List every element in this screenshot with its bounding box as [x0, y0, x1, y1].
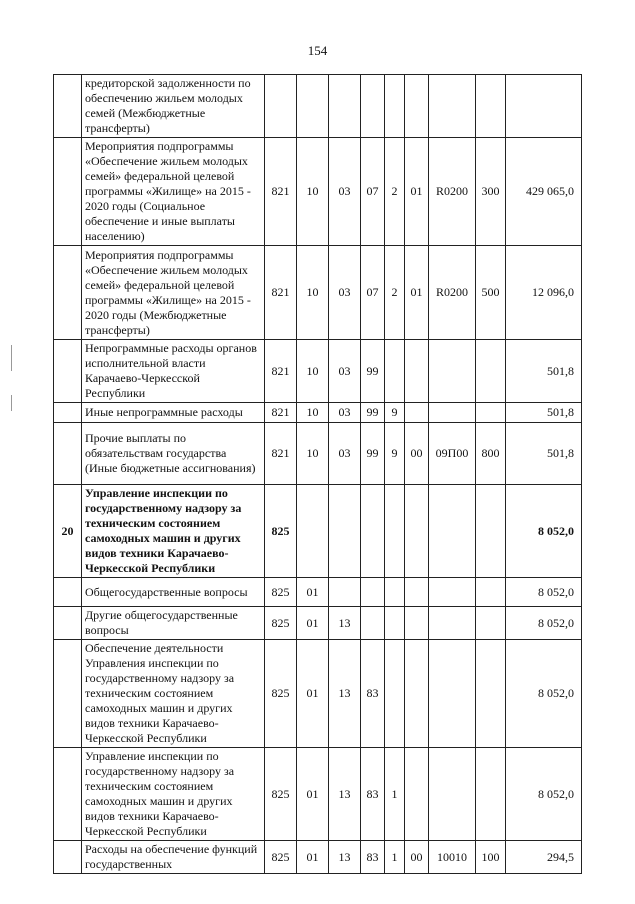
code-activity-cell: [405, 578, 429, 607]
code-subsection-cell: [329, 485, 361, 578]
code-section-cell: 10: [297, 246, 329, 340]
code-subsection-cell: 03: [329, 403, 361, 423]
code-section-cell: 10: [297, 138, 329, 246]
row-name-cell: Мероприятия подпрограммы «Обеспечение жильем молодых семей» федеральной целевой программы «Жилище» на 2015 - 2020 годы (Межбюджетные трансферты): [82, 246, 265, 340]
amount-cell: 501,8: [506, 403, 582, 423]
code-activity-cell: [405, 75, 429, 138]
amount-cell: 501,8: [506, 423, 582, 485]
amount-cell: 8 052,0: [506, 748, 582, 841]
row-name-cell: Иные непрограммные расходы: [82, 403, 265, 423]
code-activity-cell: [405, 748, 429, 841]
code-expense-type-cell: [476, 403, 506, 423]
row-name-cell: Прочие выплаты по обязательствам государства (Иные бюджетные ассигнования): [82, 423, 265, 485]
row-number-cell: [54, 748, 82, 841]
amount-cell: [506, 75, 582, 138]
code-expense-type-cell: [476, 748, 506, 841]
row-number-cell: [54, 340, 82, 403]
amount-cell: 501,8: [506, 340, 582, 403]
row-number-cell: 20: [54, 485, 82, 578]
row-number-cell: [54, 841, 82, 874]
code-ministry-cell: 825: [265, 748, 297, 841]
code-subsection-cell: 03: [329, 423, 361, 485]
row-number-cell: [54, 578, 82, 607]
table-row: [54, 640, 582, 748]
code-ministry-cell: 821: [265, 246, 297, 340]
row-name-cell: Расходы на обеспечение функций государственных: [82, 841, 265, 874]
code-ministry-cell: 821: [265, 138, 297, 246]
scan-edge-mark: [11, 395, 12, 411]
code-subprogram-cell: 1: [385, 841, 405, 874]
code-subsection-cell: 13: [329, 748, 361, 841]
code-section-cell: 01: [297, 841, 329, 874]
code-activity-cell: [405, 485, 429, 578]
code-subprogram-cell: 2: [385, 246, 405, 340]
code-ministry-cell: [265, 75, 297, 138]
code-activity-cell: [405, 340, 429, 403]
code-expense-type-cell: [476, 340, 506, 403]
table-row: [54, 138, 582, 246]
code-subsection-cell: 03: [329, 246, 361, 340]
table-row: [54, 485, 582, 578]
code-program-cell: 83: [361, 748, 385, 841]
table-row: [54, 607, 582, 640]
code-ministry-cell: 825: [265, 841, 297, 874]
code-program-cell: [361, 485, 385, 578]
code-ministry-cell: 821: [265, 423, 297, 485]
code-program-cell: 99: [361, 423, 385, 485]
code-subsection-cell: 03: [329, 138, 361, 246]
code-expense-type-cell: 300: [476, 138, 506, 246]
table-row: [54, 841, 582, 874]
table-row: [54, 246, 582, 340]
code-ministry-cell: 825: [265, 578, 297, 607]
code-section-cell: 01: [297, 640, 329, 748]
code-subsection-cell: [329, 75, 361, 138]
code-ministry-cell: 825: [265, 607, 297, 640]
code-subsection-cell: 03: [329, 340, 361, 403]
code-expense-type-cell: [476, 485, 506, 578]
code-subprogram-cell: 2: [385, 138, 405, 246]
code-direction-cell: 09П00: [429, 423, 476, 485]
code-subprogram-cell: [385, 640, 405, 748]
code-ministry-cell: 821: [265, 403, 297, 423]
code-program-cell: 83: [361, 640, 385, 748]
code-direction-cell: [429, 640, 476, 748]
budget-table: [53, 74, 582, 874]
code-subsection-cell: 13: [329, 607, 361, 640]
code-direction-cell: R0200: [429, 246, 476, 340]
code-program-cell: 99: [361, 403, 385, 423]
code-section-cell: 01: [297, 578, 329, 607]
table-row: [54, 75, 582, 138]
code-ministry-cell: 821: [265, 340, 297, 403]
amount-cell: 8 052,0: [506, 485, 582, 578]
code-program-cell: [361, 607, 385, 640]
amount-cell: 12 096,0: [506, 246, 582, 340]
row-number-cell: [54, 138, 82, 246]
table-row: [54, 403, 582, 423]
row-number-cell: [54, 75, 82, 138]
code-program-cell: [361, 578, 385, 607]
amount-cell: 429 065,0: [506, 138, 582, 246]
row-number-cell: [54, 640, 82, 748]
row-name-cell: Управление инспекции по государственному надзору за техническим состоянием самоходных машин и других видов техники Карачаево-Черкесской Республики: [82, 748, 265, 841]
code-section-cell: 10: [297, 423, 329, 485]
code-direction-cell: [429, 75, 476, 138]
code-direction-cell: [429, 578, 476, 607]
row-number-cell: [54, 423, 82, 485]
code-subsection-cell: 13: [329, 640, 361, 748]
code-expense-type-cell: 500: [476, 246, 506, 340]
code-program-cell: 99: [361, 340, 385, 403]
code-section-cell: 10: [297, 403, 329, 423]
row-name-cell: Непрограммные расходы органов исполнительной власти Карачаево-Черкесской Республики: [82, 340, 265, 403]
code-activity-cell: 00: [405, 423, 429, 485]
row-number-cell: [54, 246, 82, 340]
code-direction-cell: [429, 403, 476, 423]
code-ministry-cell: 825: [265, 640, 297, 748]
amount-cell: 8 052,0: [506, 640, 582, 748]
code-expense-type-cell: 800: [476, 423, 506, 485]
code-expense-type-cell: [476, 640, 506, 748]
code-program-cell: 07: [361, 138, 385, 246]
code-section-cell: [297, 485, 329, 578]
code-direction-cell: [429, 607, 476, 640]
code-subprogram-cell: [385, 75, 405, 138]
code-activity-cell: [405, 640, 429, 748]
amount-cell: 8 052,0: [506, 607, 582, 640]
row-name-cell: Общегосударственные вопросы: [82, 578, 265, 607]
row-name-cell: Обеспечение деятельности Управления инспекции по государственному надзору за техническим состоянием самоходных машин и других видов техники Карачаево-Черкесской Республики: [82, 640, 265, 748]
amount-cell: 8 052,0: [506, 578, 582, 607]
code-expense-type-cell: 100: [476, 841, 506, 874]
row-name-cell: Мероприятия подпрограммы «Обеспечение жильем молодых семей» федеральной целевой программы «Жилище» на 2015 - 2020 годы (Социальное обеспечение и иные выплаты населению): [82, 138, 265, 246]
amount-cell: 294,5: [506, 841, 582, 874]
row-number-cell: [54, 607, 82, 640]
code-program-cell: [361, 75, 385, 138]
code-section-cell: 01: [297, 607, 329, 640]
code-expense-type-cell: [476, 75, 506, 138]
code-subprogram-cell: [385, 578, 405, 607]
code-program-cell: 07: [361, 246, 385, 340]
code-section-cell: 10: [297, 340, 329, 403]
code-program-cell: 83: [361, 841, 385, 874]
code-direction-cell: [429, 340, 476, 403]
code-subprogram-cell: [385, 485, 405, 578]
code-direction-cell: 10010: [429, 841, 476, 874]
code-ministry-cell: 825: [265, 485, 297, 578]
code-direction-cell: [429, 485, 476, 578]
table-row: [54, 578, 582, 607]
code-activity-cell: 01: [405, 246, 429, 340]
code-subprogram-cell: [385, 607, 405, 640]
code-subsection-cell: 13: [329, 841, 361, 874]
table-row: [54, 340, 582, 403]
code-subprogram-cell: 1: [385, 748, 405, 841]
row-number-cell: [54, 403, 82, 423]
page-number: 154: [307, 43, 328, 58]
row-name-cell: кредиторской задолженности по обеспечению жильем молодых семей (Межбюджетные трансферты): [82, 75, 265, 138]
row-name-cell: Другие общегосударственные вопросы: [82, 607, 265, 640]
code-expense-type-cell: [476, 578, 506, 607]
table-row: [54, 423, 582, 485]
code-direction-cell: [429, 748, 476, 841]
code-activity-cell: [405, 403, 429, 423]
code-activity-cell: [405, 607, 429, 640]
code-subprogram-cell: [385, 340, 405, 403]
code-direction-cell: R0200: [429, 138, 476, 246]
scan-edge-mark: [11, 345, 12, 371]
code-subprogram-cell: 9: [385, 403, 405, 423]
table-row: [54, 748, 582, 841]
row-name-cell: Управление инспекции по государственному надзору за техническим состоянием самоходных машин и других видов техники Карачаево-Черкесской Республики: [82, 485, 265, 578]
code-activity-cell: 00: [405, 841, 429, 874]
code-activity-cell: 01: [405, 138, 429, 246]
code-section-cell: [297, 75, 329, 138]
code-subsection-cell: [329, 578, 361, 607]
code-section-cell: 01: [297, 748, 329, 841]
code-subprogram-cell: 9: [385, 423, 405, 485]
code-expense-type-cell: [476, 607, 506, 640]
